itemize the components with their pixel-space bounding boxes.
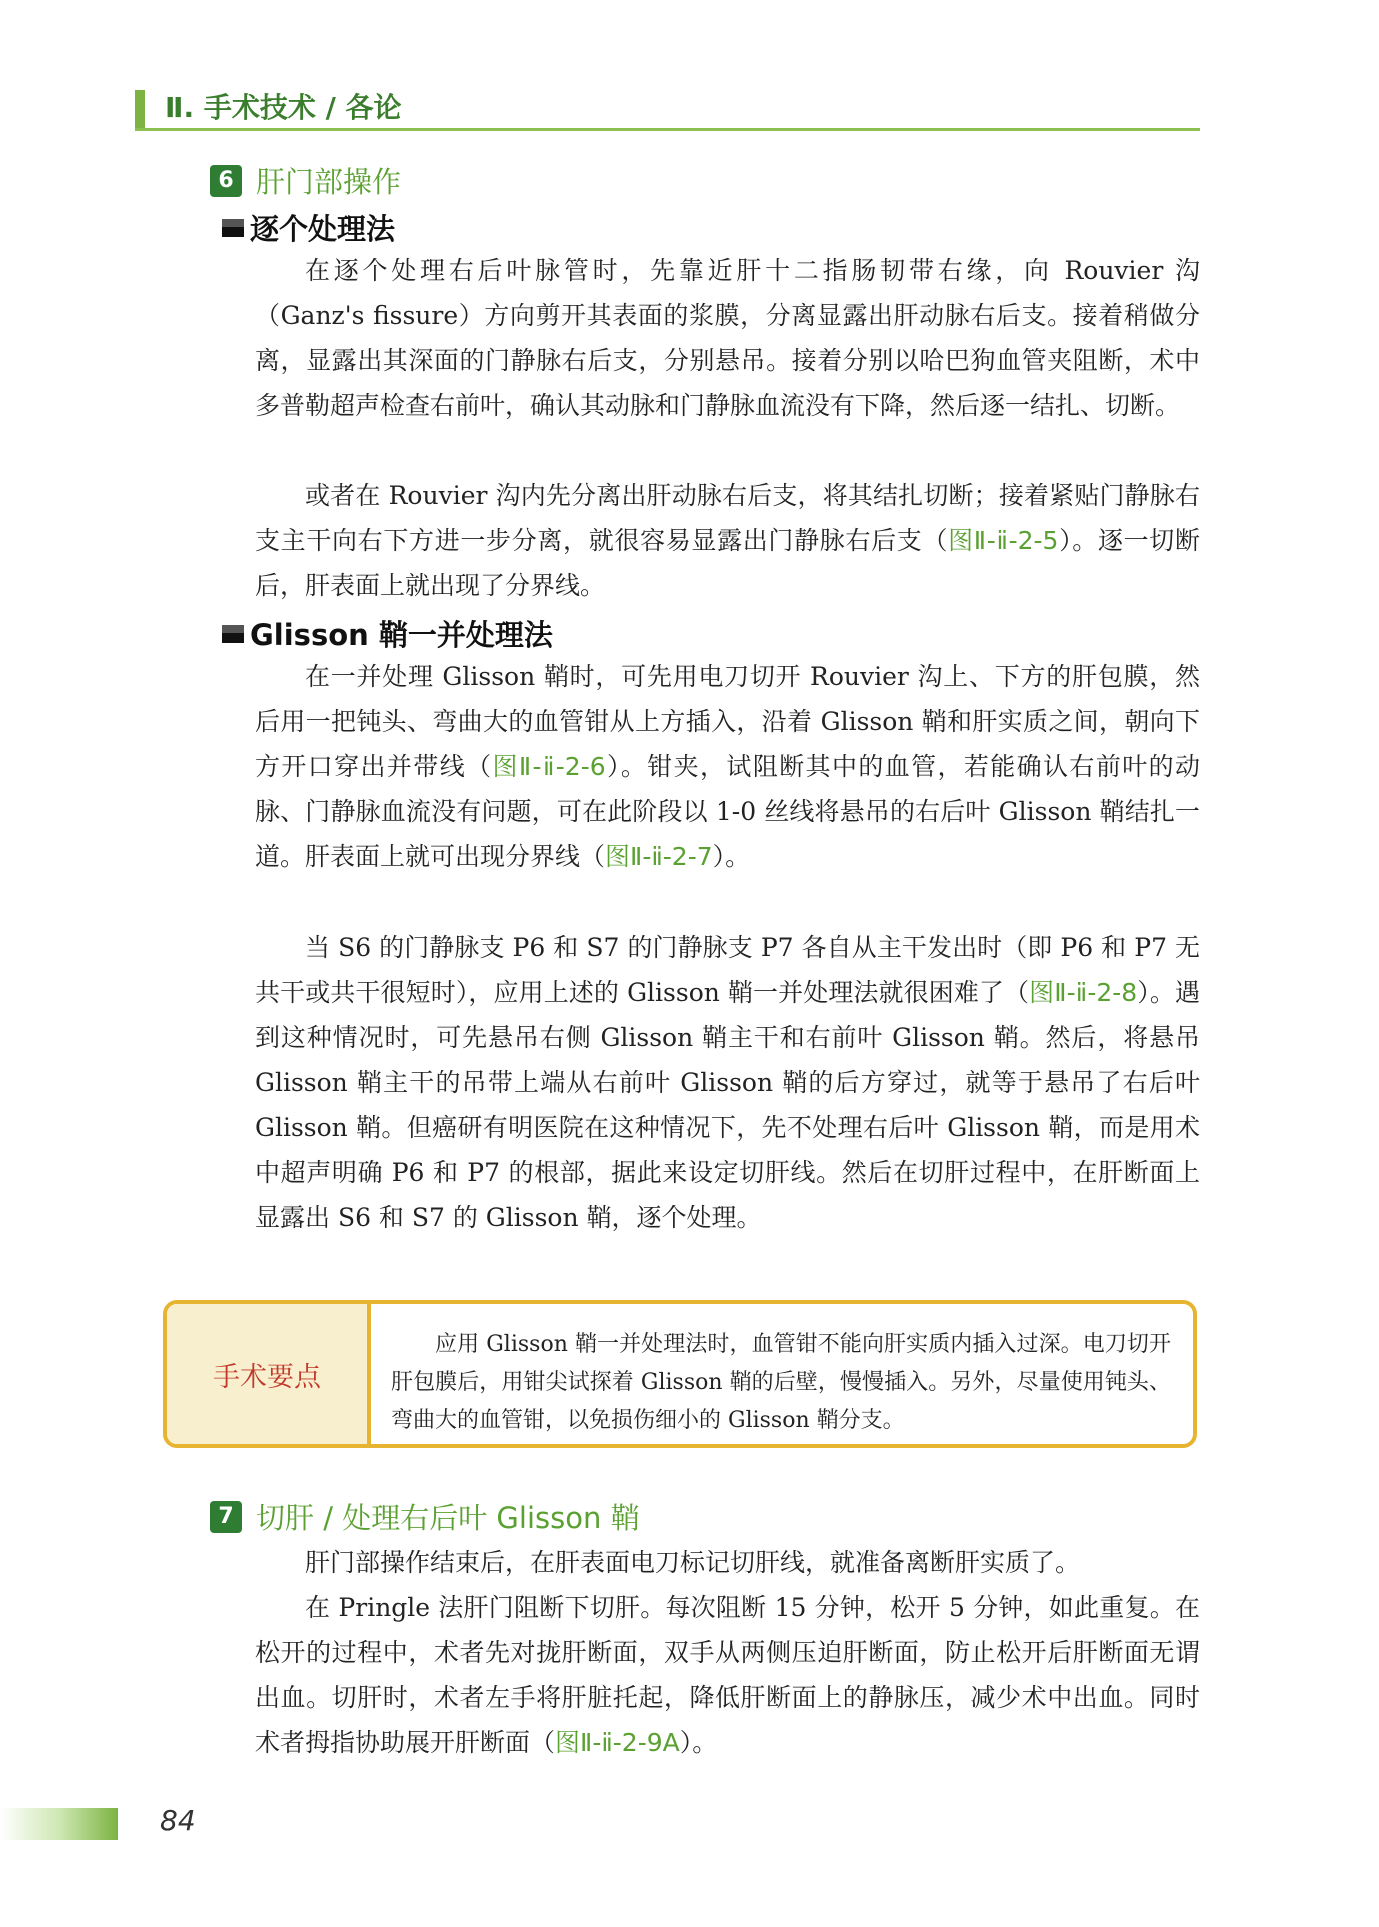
section-7-heading	[210, 1496, 640, 1537]
paragraph-text: ）。	[712, 842, 751, 871]
subsection-marker-icon	[222, 625, 244, 643]
paragraph-text: 在一并处理 Glisson 鞘时，可先用电刀切开 Rouvier 沟上、下方的肝包膜，然后用一把钝头、弯曲大的血管钳从上方插入，沿着 Glisson 鞘和肝实质之间，朝向下方开口穿出并带线（	[255, 662, 1200, 781]
header-accent-bar	[135, 90, 145, 128]
paragraph-1	[255, 248, 1200, 428]
paragraph-text: 肝门部操作结束后，在肝表面电刀标记切肝线，就准备离断肝实质了。	[305, 1548, 1081, 1577]
paragraph-text: ）。钳夹，试阻断其中的血管，若能确认右前叶的动脉、门静脉血流没有问题，可在此阶段以 1-0 丝线将悬吊的右后叶 Glisson 鞘结扎一道。肝表面上就可出现分界线（	[255, 752, 1200, 871]
paragraph-text: 在 Pringle 法肝门阻断下切肝。每次阻断 15 分钟，松开 5 分钟，如此重复。在松开的过程中，术者先对拢肝断面，双手从两侧压迫肝断面，防止松开后肝断面无谓出血。切肝时，术者左手将肝脏托起，降低肝断面上的静脉压，减少术中出血。同时术者拇指协助展开肝断面（	[255, 1593, 1200, 1757]
section-number-badge: 7	[210, 1501, 242, 1533]
figure-reference-link[interactable]: 图Ⅱ-ⅱ-2-6	[492, 752, 606, 781]
figure-reference-link[interactable]: 图Ⅱ-ⅱ-2-9A	[555, 1728, 680, 1757]
running-header	[135, 90, 1200, 131]
paragraph-text: ）。	[679, 1728, 718, 1757]
paragraph-6	[255, 1585, 1200, 1765]
subsection-heading-glisson	[222, 613, 553, 654]
header-title: Ⅱ. 手术技术 / 各论	[165, 91, 402, 124]
paragraph-2	[255, 473, 1200, 608]
section-number-badge: 6	[210, 165, 242, 197]
paragraph-3	[255, 654, 1200, 879]
paragraph-text: 当 S6 的门静脉支 P6 和 S7 的门静脉支 P7 各自从主干发出时（即 P6 和 P7 无共干或共干很短时），应用上述的 Glisson 鞘一并处理法就很困难了（	[255, 933, 1200, 1007]
subsection-title: 逐个处理法	[250, 212, 396, 246]
figure-reference-link[interactable]: 图Ⅱ-ⅱ-2-7	[605, 842, 713, 871]
subsection-marker-icon	[222, 219, 244, 237]
section-title: 肝门部操作	[256, 165, 402, 199]
paragraph-text: 或者在 Rouvier 沟内先分离出肝动脉右后支，将其结扎切断；接着紧贴门静脉右支主干向右下方进一步分离，就很容易显露出门静脉右后支（	[255, 481, 1200, 555]
paragraph-text: ）。逐一切断后，肝表面上就出现了分界线。	[255, 526, 1200, 600]
page-number: 84	[160, 1804, 196, 1837]
surgical-tip-box	[163, 1300, 1197, 1448]
paragraph-4	[255, 925, 1200, 1240]
section-title: 切肝 / 处理右后叶 Glisson 鞘	[256, 1501, 640, 1535]
paragraph-text: 在逐个处理右后叶脉管时，先靠近肝十二指肠韧带右缘，向 Rouvier 沟（Ganz's fissure）方向剪开其表面的浆膜，分离显露出肝动脉右后支。接着稍做分离，显露出其深面的门静脉右后支，分别悬吊。接着分别以哈巴狗血管夹阻断，术中多普勒超声检查右前叶，确认其动脉和门静脉血流没有下降，然后逐一结扎、切断。	[255, 256, 1200, 420]
tip-label: 手术要点	[167, 1304, 371, 1444]
tip-text: 应用 Glisson 鞘一并处理法时，血管钳不能向肝实质内插入过深。电刀切开肝包膜后，用钳尖试探着 Glisson 鞘的后壁，慢慢插入。另外，尽量使用钝头、弯曲大的血管钳，以免损伤细小的 Glisson 鞘分支。	[391, 1332, 1171, 1433]
paragraph-5	[255, 1540, 1200, 1585]
paragraph-text: ）。遇到这种情况时，可先悬吊右侧 Glisson 鞘主干和右前叶 Glisson 鞘。然后，将悬吊 Glisson 鞘主干的吊带上端从右前叶 Glisson 鞘的后方穿过，就等于悬吊了右后叶 Glisson 鞘。但癌研有明医院在这种情况下，先不处理右后叶 Glisson 鞘，而是用术中超声明确 P6 和 P7 的根部，据此来设定切肝线。然后在切肝过程中，在肝断面上显露出 S6 和 S7 的 Glisson 鞘，逐个处理。	[255, 978, 1200, 1232]
footer-accent-bar	[0, 1808, 118, 1840]
figure-reference-link[interactable]: 图Ⅱ-ⅱ-2-8	[1029, 978, 1138, 1007]
section-6-heading	[210, 160, 401, 201]
subsection-heading-individual	[222, 207, 395, 248]
subsection-title: Glisson 鞘一并处理法	[250, 618, 553, 652]
figure-reference-link[interactable]: 图Ⅱ-ⅱ-2-5	[948, 526, 1059, 555]
